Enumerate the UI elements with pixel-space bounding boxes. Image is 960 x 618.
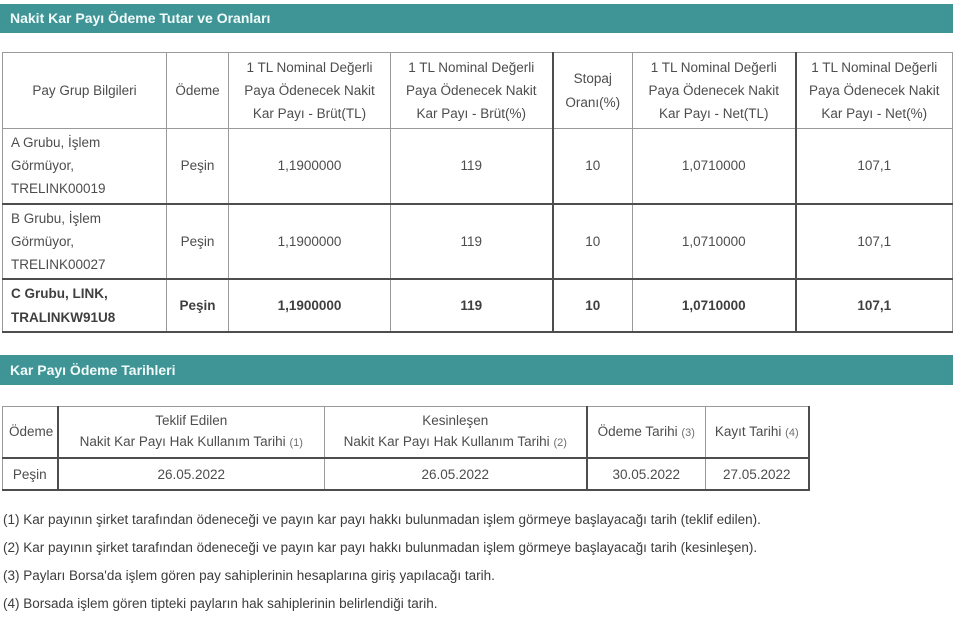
footnotes xyxy=(3,506,960,618)
header-title: Kesinleşen xyxy=(422,413,489,429)
cell-odeme-tarihi: 30.05.2022 xyxy=(587,458,706,490)
section-header-dividend-amounts xyxy=(0,4,953,33)
footnote-ref-2: (2) xyxy=(553,437,567,449)
column-header-kesinlesen xyxy=(325,406,587,458)
footnote-ref-3: (3) xyxy=(681,427,695,440)
header-subtitle: Nakit Kar Payı Hak Kullanım Tarihi (1) xyxy=(79,434,303,449)
cell-brut-tl: 1,1900000 xyxy=(229,129,391,204)
column-header-brut-tl: 1 TL Nominal Değerli Paya Ödenecek Nakit Kar Payı - Brüt(TL) xyxy=(229,53,391,129)
column-header-kayit-tarihi: Kayıt Tarihi (4) xyxy=(706,406,809,458)
table-row-group-a xyxy=(3,129,953,204)
cell-odeme: Peşin xyxy=(167,279,229,331)
cell-net-tl: 1,0710000 xyxy=(633,129,796,204)
cell-net-tl: 1,0710000 xyxy=(633,279,796,331)
column-header-odeme: Ödeme xyxy=(3,406,58,458)
section-title: Nakit Kar Payı Ödeme Tutar ve Oranları xyxy=(10,10,271,26)
cell-net-pct: 107,1 xyxy=(796,129,953,204)
column-header-odeme-tarihi: Ödeme Tarihi (3) xyxy=(587,406,706,458)
section-title: Kar Payı Ödeme Tarihleri xyxy=(10,361,176,378)
cell-net-tl: 1,0710000 xyxy=(633,204,796,280)
cell-stopaj: 10 xyxy=(553,279,633,331)
cell-net-pct: 107,1 xyxy=(796,204,953,280)
cell-brut-tl: 1,1900000 xyxy=(229,279,391,331)
table-row-dates xyxy=(3,458,809,490)
footnote: (4) Borsada işlem gören tipteki payların hak sahiplerinin belirlendiği tarih. xyxy=(3,596,438,612)
header-subtitle: Nakit Kar Payı Hak Kullanım Tarihi (2) xyxy=(343,434,567,449)
cell-net-pct: 107,1 xyxy=(796,279,953,331)
cell-odeme: Peşin xyxy=(3,458,58,490)
cell-pay-group: C Grubu, LINK, TRALINKW91U8 xyxy=(3,279,167,331)
column-header-stopaj: Stopaj Oranı(%) xyxy=(553,53,633,129)
cell-pay-group: A Grubu, İşlem Görmüyor, TRELINK00019 xyxy=(3,129,167,204)
table-row-group-b xyxy=(3,204,953,280)
footnote-ref-4: (4) xyxy=(785,427,799,440)
footnote: (3) Payları Borsa'da işlem gören pay sahiplerinin hesaplarına giriş yapılacağı tarih. xyxy=(3,568,495,584)
section-header-payment-dates xyxy=(0,355,953,385)
cell-kesinlesen-tarihi: 26.05.2022 xyxy=(325,458,587,490)
cell-odeme: Peşin xyxy=(167,204,229,280)
cell-brut-tl: 1,1900000 xyxy=(229,204,391,280)
cell-pay-group: B Grubu, İşlem Görmüyor, TRELINK00027 xyxy=(3,204,167,280)
footnote: (2) Kar payının şirket tarafından ödeneceği ve payın kar payı hakkı bulunmadan işlem görmeye başlayacağı tarih (kesinleşen). xyxy=(3,540,758,556)
payment-dates-table xyxy=(2,406,810,492)
header-row xyxy=(3,406,809,458)
column-header-pay-group: Pay Grup Bilgileri xyxy=(3,53,167,129)
cell-stopaj: 10 xyxy=(553,129,633,204)
column-header-net-pct: 1 TL Nominal Değerli Paya Ödenecek Nakit Kar Payı - Net(%) xyxy=(796,53,953,129)
header-row xyxy=(3,53,953,129)
column-header-net-tl: 1 TL Nominal Değerli Paya Ödenecek Nakit Kar Payı - Net(TL) xyxy=(633,53,796,129)
cell-teklif-tarihi: 26.05.2022 xyxy=(58,458,325,490)
footnote: (1) Kar payının şirket tarafından ödeneceği ve payın kar payı hakkı bulunmadan işlem görmeye başlayacağı tarih (teklif edilen). xyxy=(3,512,761,528)
cell-odeme: Peşin xyxy=(167,129,229,204)
table-row-group-c xyxy=(3,279,953,331)
cell-stopaj: 10 xyxy=(553,204,633,280)
dividend-amounts-table xyxy=(2,52,953,333)
column-header-brut-pct: 1 TL Nominal Değerli Paya Ödenecek Nakit Kar Payı - Brüt(%) xyxy=(391,53,553,129)
footnote-ref-1: (1) xyxy=(289,437,303,449)
cell-brut-pct: 119 xyxy=(391,279,553,331)
cell-brut-pct: 119 xyxy=(391,129,553,204)
column-header-teklif-edilen xyxy=(58,406,325,458)
cell-brut-pct: 119 xyxy=(391,204,553,280)
cell-kayit-tarihi: 27.05.2022 xyxy=(706,458,809,490)
column-header-odeme: Ödeme xyxy=(167,53,229,129)
header-title: Teklif Edilen xyxy=(155,413,228,429)
